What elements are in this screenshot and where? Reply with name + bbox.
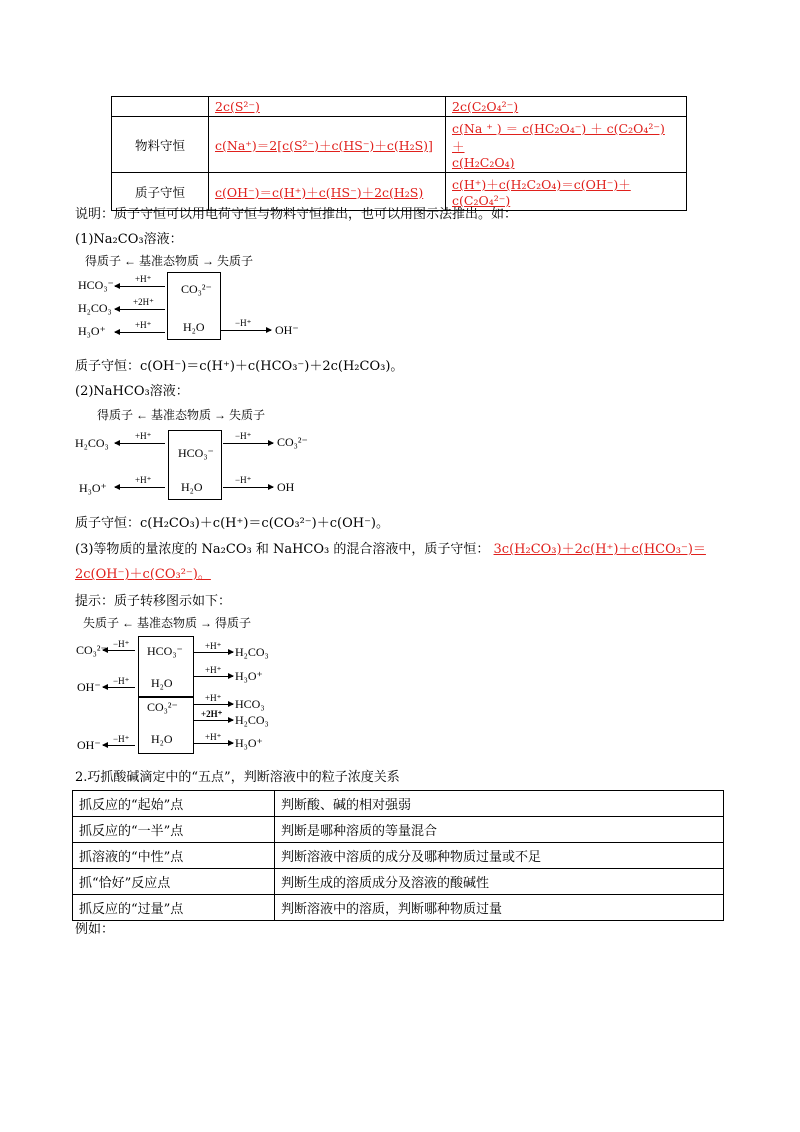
arrow-label: −H⁺ bbox=[235, 431, 252, 441]
table-cell: 判断生成的溶质成分及溶液的酸碱性 bbox=[275, 869, 724, 895]
section-2-result: 质子守恒：c(H₂CO₃)＋c(H⁺)＝c(CO₃²⁻)＋c(OH⁻)。 bbox=[75, 516, 390, 531]
table-row bbox=[73, 791, 724, 817]
section-2-title: (2)NaHCO₃溶液： bbox=[75, 384, 189, 399]
table-cell: 抓“恰好”反应点 bbox=[73, 869, 275, 895]
arrow-label: −H⁺ bbox=[113, 639, 130, 649]
species-label: OH⁻ bbox=[77, 680, 101, 694]
arrow-left bbox=[115, 487, 165, 488]
table-row bbox=[73, 869, 724, 895]
table-cell: 判断酸、碱的相对强弱 bbox=[275, 791, 724, 817]
arrow-label: −H⁺ bbox=[235, 475, 252, 485]
species-label: H₂O bbox=[181, 480, 203, 494]
species-label: H₂O bbox=[183, 320, 205, 334]
section-3-answer: 3c(H₂CO₃)＋2c(H⁺)＋c(HCO₃⁻)＝ bbox=[493, 542, 706, 557]
arrow-right bbox=[193, 720, 233, 721]
species-label: OH⁻ bbox=[275, 323, 299, 337]
row-header-material: 物料守恒 bbox=[112, 117, 209, 173]
arrow-label: −H⁺ bbox=[113, 676, 130, 686]
proton-diagram-nahco3 bbox=[75, 404, 335, 504]
hint-title: 提示：质子转移图示如下： bbox=[75, 594, 232, 609]
arrow-right bbox=[223, 443, 273, 444]
arrow-right bbox=[193, 704, 233, 705]
table-cell: 抓反应的“过量”点 bbox=[73, 895, 275, 921]
species-label: H₂O bbox=[151, 732, 173, 746]
arrow-label: +H⁺ bbox=[205, 732, 222, 742]
arrow-right bbox=[223, 487, 273, 488]
section-3-text: (3)等物质的量浓度的 Na₂CO₃ 和 NaHCO₃ 的混合溶液中，质子守恒： bbox=[75, 542, 490, 557]
table-row bbox=[73, 843, 724, 869]
arrow-right bbox=[193, 743, 233, 744]
example-label: 例如： bbox=[75, 922, 115, 937]
species-label: H₃O⁺ bbox=[235, 669, 263, 683]
arrow-left bbox=[115, 443, 165, 444]
section-3-answer-cont: 2c(OH⁻)＋c(CO₃²⁻)。 bbox=[75, 567, 211, 582]
arrow-right bbox=[193, 652, 233, 653]
section-4-title: 2.巧抓酸碱滴定中的“五点”，判断溶液中的粒子浓度关系 bbox=[75, 770, 400, 785]
table-cell: 判断溶液中的溶质，判断哪种物质过量 bbox=[275, 895, 724, 921]
arrow-label: +H⁺ bbox=[135, 320, 152, 330]
proton-diagram-mixture bbox=[75, 612, 315, 762]
species-label: CO₃²⁻ bbox=[277, 435, 308, 449]
table-row bbox=[73, 817, 724, 843]
table-cell bbox=[446, 117, 687, 173]
table-cell: 抓反应的“一半”点 bbox=[73, 817, 275, 843]
species-label: HCO₃⁻ bbox=[178, 446, 214, 460]
arrow-left bbox=[103, 650, 135, 651]
section-3-line bbox=[75, 538, 706, 557]
species-label: CO₃²⁻ bbox=[147, 700, 178, 714]
species-label: H₂CO₃ bbox=[235, 645, 269, 659]
arrow-left bbox=[103, 745, 135, 746]
species-label: OH⁻ bbox=[77, 738, 101, 752]
arrow-label: +H⁺ bbox=[205, 641, 222, 651]
table-cell: 判断是哪种溶质的等量混合 bbox=[275, 817, 724, 843]
arrow-label: +H⁺ bbox=[135, 475, 152, 485]
table-cell: 2c(C₂O₄²⁻) bbox=[446, 97, 687, 117]
arrow-right bbox=[193, 676, 233, 677]
species-label: OH bbox=[277, 480, 295, 494]
species-label: H₃O⁺ bbox=[79, 481, 107, 495]
table-row bbox=[73, 895, 724, 921]
arrow-left bbox=[115, 332, 165, 333]
species-label: H₂CO₃ bbox=[235, 713, 269, 727]
table-cell: c(OH⁻)＝c(H⁺)＋c(HS⁻)＋2c(H₂S) bbox=[209, 173, 446, 211]
diagram-header: 失质子 ← 基准态物质 → 得质子 bbox=[83, 616, 252, 630]
species-label: CO₃²⁻ bbox=[76, 643, 107, 657]
cell-line: c(H₂C₂O₄) bbox=[452, 155, 515, 170]
table-cell: 抓溶液的“中性”点 bbox=[73, 843, 275, 869]
cell-line: c(Na ⁺ ) ＝ c(HC₂O₄⁻) ＋ c(C₂O₄²⁻) ＋ bbox=[452, 121, 665, 154]
conservation-table bbox=[111, 96, 687, 211]
species-label: H₂CO₃ bbox=[75, 436, 109, 450]
section-1-result: 质子守恒：c(OH⁻)＝c(H⁺)＋c(HCO₃⁻)＋2c(H₂CO₃)。 bbox=[75, 359, 404, 374]
species-label: HCO₃ bbox=[235, 697, 265, 711]
table-cell: 抓反应的“起始”点 bbox=[73, 791, 275, 817]
row-header-proton: 质子守恒 bbox=[112, 173, 209, 211]
arrow-right bbox=[221, 330, 271, 331]
species-label: H₂CO₃ bbox=[78, 301, 112, 315]
arrow-label: +H⁺ bbox=[135, 431, 152, 441]
arrow-label: +H⁺ bbox=[205, 693, 222, 703]
table-cell: c(H⁺)＋c(H₂C₂O₄)＝c(OH⁻)＋c(C₂O₄²⁻) bbox=[446, 173, 687, 211]
table-cell bbox=[112, 97, 209, 117]
section-1-title: (1)Na₂CO₃溶液： bbox=[75, 232, 183, 247]
species-label: HCO₃⁻ bbox=[78, 278, 114, 292]
arrow-left bbox=[103, 687, 135, 688]
arrow-left bbox=[115, 286, 165, 287]
proton-diagram-na2co3 bbox=[75, 250, 315, 345]
diagram-header: 得质子 ← 基准态物质 → 失质子 bbox=[97, 408, 266, 422]
five-points-table bbox=[72, 790, 724, 921]
arrow-label: +2H⁺ bbox=[133, 297, 154, 307]
intro-text: 说明：质子守恒可以用电荷守恒与物料守恒推出，也可以用图示法推出。如： bbox=[75, 207, 518, 222]
table-cell: 判断溶液中溶质的成分及哪种物质过量或不足 bbox=[275, 843, 724, 869]
species-label: CO₃²⁻ bbox=[181, 282, 212, 296]
arrow-label: −H⁺ bbox=[113, 734, 130, 744]
species-label: HCO₃⁻ bbox=[147, 644, 183, 658]
arrow-label: −H⁺ bbox=[235, 318, 252, 328]
species-label: H₂O bbox=[151, 676, 173, 690]
table-cell: 2c(S²⁻) bbox=[209, 97, 446, 117]
arrow-label: +H⁺ bbox=[135, 274, 152, 284]
diagram-header: 得质子 ← 基准态物质 → 失质子 bbox=[85, 254, 254, 268]
arrow-label: +2H⁺ bbox=[201, 709, 223, 719]
arrow-label: +H⁺ bbox=[205, 665, 222, 675]
species-label: H₃O⁺ bbox=[78, 324, 106, 338]
table-cell: c(Na⁺)＝2[c(S²⁻)＋c(HS⁻)＋c(H₂S)] bbox=[209, 117, 446, 173]
arrow-left bbox=[115, 309, 165, 310]
species-label: H₃O⁺ bbox=[235, 736, 263, 750]
